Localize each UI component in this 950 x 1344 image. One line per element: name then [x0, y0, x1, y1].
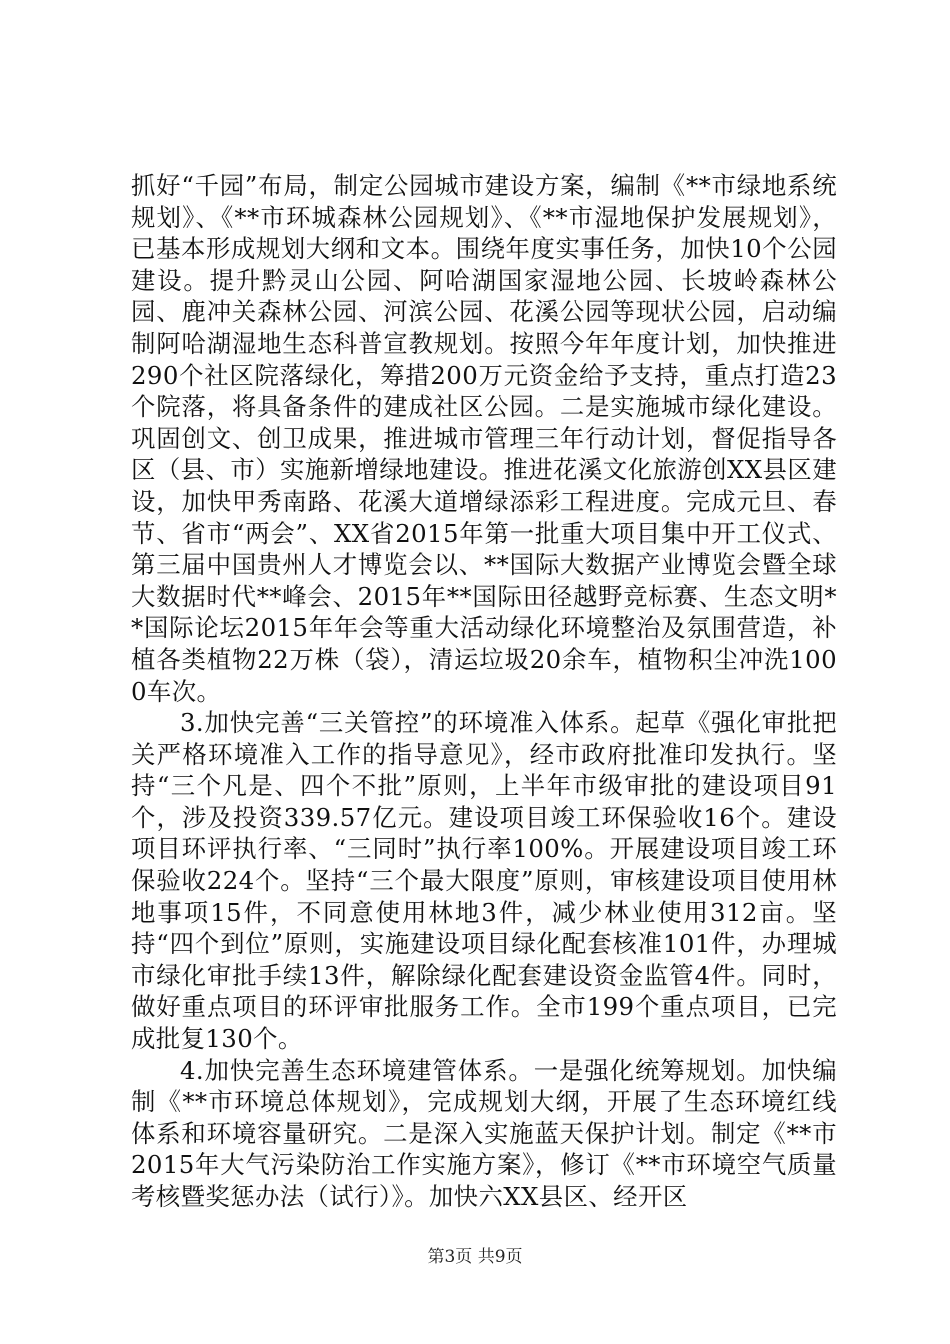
- paragraph-park-greening: 抓好“千园”布局，制定公园城市建设方案，编制《**市绿地系统规划》、《**市环城森林公园规划》、《**市湿地保护发展规划》，已基本形成规划大纲和文本。围绕年度实事任务，加快10个公园建设。提升黔灵山公园、阿哈湖国家湿地公园、长坡岭森林公园、鹿冲关森林公园、河滨公园、花溪公园等现状公园，启动编制阿哈湖湿地生态科普宣教规划。按照今年年度计划，加快推进290个社区院落绿化，筹措200万元资金给予支持，重点打造23个院落，将具备条件的建成社区公园。二是实施城市绿化建设。巩固创文、创卫成果，推进城市管理三年行动计划，督促指导各区（县、市）实施新增绿地建设。推进花溪文化旅游创XX县区建设，加快甲秀南路、花溪大道增绿添彩工程进度。完成元旦、春节、省市“两会”、XX省2015年第一批重大项目集中开工仪式、第三届中国贵州人才博览会以、**国际大数据产业博览会暨全球大数据时代**峰会、2015年**国际田径越野竞标赛、生态文明**国际论坛2015年年会等重大活动绿化环境整治及氛围营造，补植各类植物22万株（袋），清运垃圾20余车，植物积尘冲洗1000车次。: [131, 171, 837, 706]
- paragraph-environmental-access: 3.加快完善“三关管控”的环境准入体系。起草《强化审批把关严格环境准入工作的指导意见》，经市政府批准印发执行。坚持“三个凡是、四个不批”原则，上半年市级审批的建设项目91个，涉及投资339.57亿元。建设项目竣工环保验收16个。建设项目环评执行率、“三同时”执行率100%。开展建设项目竣工环保验收224个。坚持“三个最大限度”原则，审核建设项目使用林地事项15件，不同意使用林地3件，减少林业使用312亩。坚持“四个到位”原则，实施建设项目绿化配套核准101件，办理城市绿化审批手续13件，解除绿化配套建设资金监管4件。同时，做好重点项目的环评审批服务工作。全市199个重点项目，已完成批复130个。: [131, 708, 837, 1054]
- paragraph-ecological-management: 4.加快完善生态环境建管体系。一是强化统筹规划。加快编制《**市环境总体规划》，完成规划大纲，开展了生态环境红线体系和环境容量研究。二是深入实施蓝天保护计划。制定《**市2015年大气污染防治工作实施方案》，修订《**市环境空气质量考核暨奖惩办法（试行）》。加快六XX县区、经开区: [131, 1055, 837, 1211]
- page-number-footer: 第3页 共9页: [427, 1247, 523, 1267]
- document-body: [131, 170, 837, 1213]
